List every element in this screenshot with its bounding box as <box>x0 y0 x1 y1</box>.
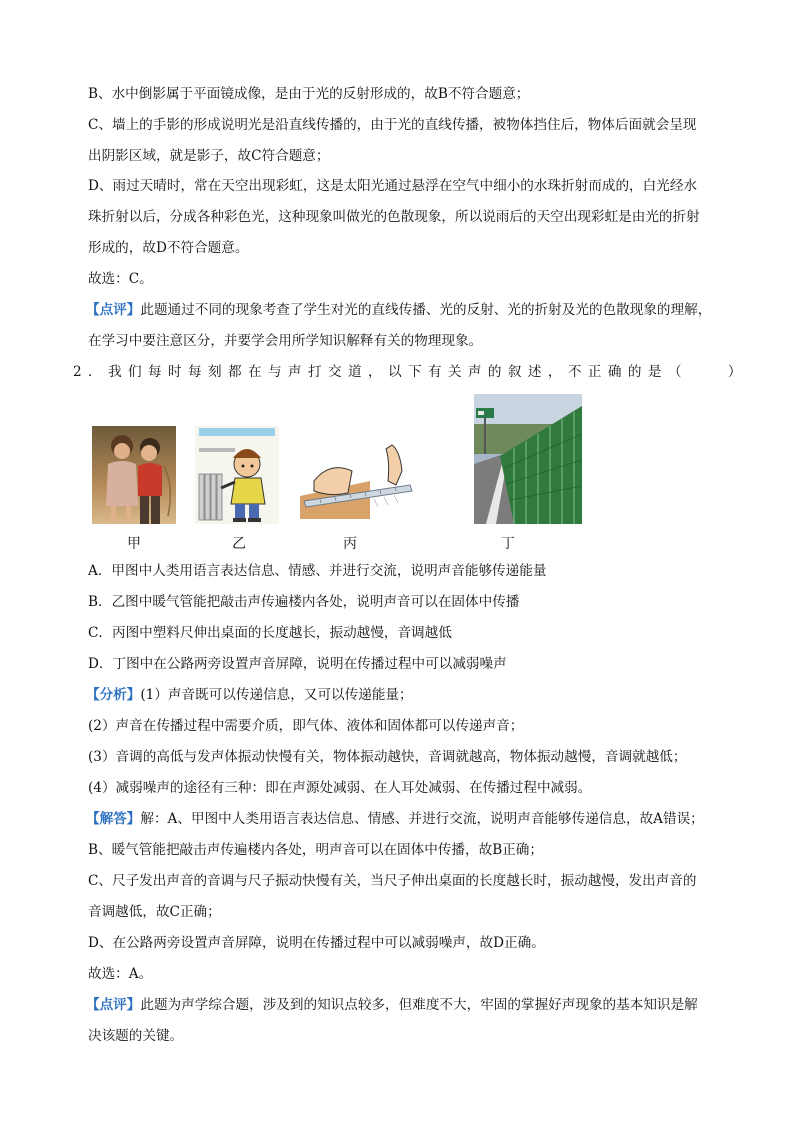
text-line: 珠折射以后，分成各种彩色光，这种现象叫做光的色散现象，所以说雨后的天空出现彩虹是由光的折射 <box>88 209 700 225</box>
comment-line <box>86 301 726 319</box>
analysis-line: (4）减弱噪声的途径有三种：即在声源处减弱、在人耳处减弱、在传播过程中减弱。 <box>88 780 592 796</box>
option-c: C．丙图中塑料尺伸出桌面的长度越长，振动越慢，音调越低 <box>88 625 452 641</box>
text-line: B、水中倒影属于平面镜成像，是由于光的反射形成的，故B不符合题意； <box>88 86 530 102</box>
figure-yi-boy-knocking-radiator <box>195 426 279 524</box>
figure-bing-ruler-on-desk <box>300 441 418 519</box>
text-line: 故选：C。 <box>88 271 153 287</box>
analysis-tag: 【分析】 <box>86 687 141 703</box>
text-line: 出阴影区域，就是影子，故C符合题意； <box>88 148 330 164</box>
text-line: C、墙上的手影的形成说明光是沿直线传播的，由于光的直线传播，被物体挡住后，物体后面就会呈现 <box>88 117 697 133</box>
solution-line: 故选：A。 <box>88 966 153 982</box>
comment-text: 此题为声学综合题，涉及到的知识点较多，但难度不大，牢固的掌握好声现象的基本知识是解 <box>140 997 698 1013</box>
question-2-stem: 2．我们每时每刻都在与声打交道，以下有关声的叙述，不正确的是（ ） <box>73 364 748 380</box>
solution-tag: 【解答】 <box>86 811 141 827</box>
analysis-line: (3）音调的高低与发声体振动快慢有关，物体振动越快，音调就越高，物体振动越慢，音调就越低； <box>88 749 687 765</box>
figure-jia-children-talking <box>92 426 176 524</box>
comment-tag: 【点评】 <box>86 997 141 1013</box>
analysis-text: (1）声音既可以传递信息，又可以传递能量； <box>140 687 413 703</box>
figure-caption-yi: 乙 <box>232 536 246 552</box>
comment-tag: 【点评】 <box>86 302 141 318</box>
option-a: A．甲图中人类用语言表达信息、情感、并进行交流，说明声音能够传递能量 <box>88 563 547 579</box>
solution-line: C、尺子发出声音的音调与尺子振动快慢有关，当尺子伸出桌面的长度越长时，振动越慢，发出声音的 <box>88 873 697 889</box>
figure-caption-jia: 甲 <box>127 536 141 552</box>
solution-line <box>86 810 726 828</box>
figure-caption-ding: 丁 <box>501 536 515 552</box>
comment-line: 决该题的关键。 <box>88 1028 184 1044</box>
text-line: 形成的，故D不符合题意。 <box>88 240 249 256</box>
text-line: 在学习中要注意区分，并要学会用所学知识解释有关的物理现象。 <box>88 333 483 349</box>
figure-caption-bing: 丙 <box>343 536 357 552</box>
option-d: D．丁图中在公路两旁设置声音屏障，说明在传播过程中可以减弱噪声 <box>88 656 507 672</box>
solution-line: 音调越低，故C正确； <box>88 904 221 920</box>
analysis-line: (2）声音在传播过程中需要介质，即气体、液体和固体都可以传递声音； <box>88 718 524 734</box>
solution-line: B、暖气管能把敲击声传遍楼内各处，明声音可以在固体中传播，故B正确； <box>88 842 543 858</box>
comment-text: 此题通过不同的现象考查了学生对光的直线传播、光的反射、光的折射及光的色散现象的理解， <box>140 302 712 318</box>
analysis-line <box>86 686 726 704</box>
text-line: D、雨过天晴时，常在天空出现彩虹，这是太阳光通过悬浮在空气中细小的水珠折射而成的，白光经水 <box>88 178 698 194</box>
comment-line <box>86 996 726 1014</box>
option-b: B．乙图中暖气管能把敲击声传遍楼内各处，说明声音可以在固体中传播 <box>88 594 520 610</box>
solution-text: 解：A、甲图中人类用语言表达信息、情感、并进行交流，说明声音能够传递信息，故A错误； <box>140 811 704 827</box>
solution-line: D、在公路两旁设置声音屏障，说明在传播过程中可以减弱噪声，故D正确。 <box>88 935 545 951</box>
figure-ding-highway-noise-barrier <box>474 394 582 524</box>
